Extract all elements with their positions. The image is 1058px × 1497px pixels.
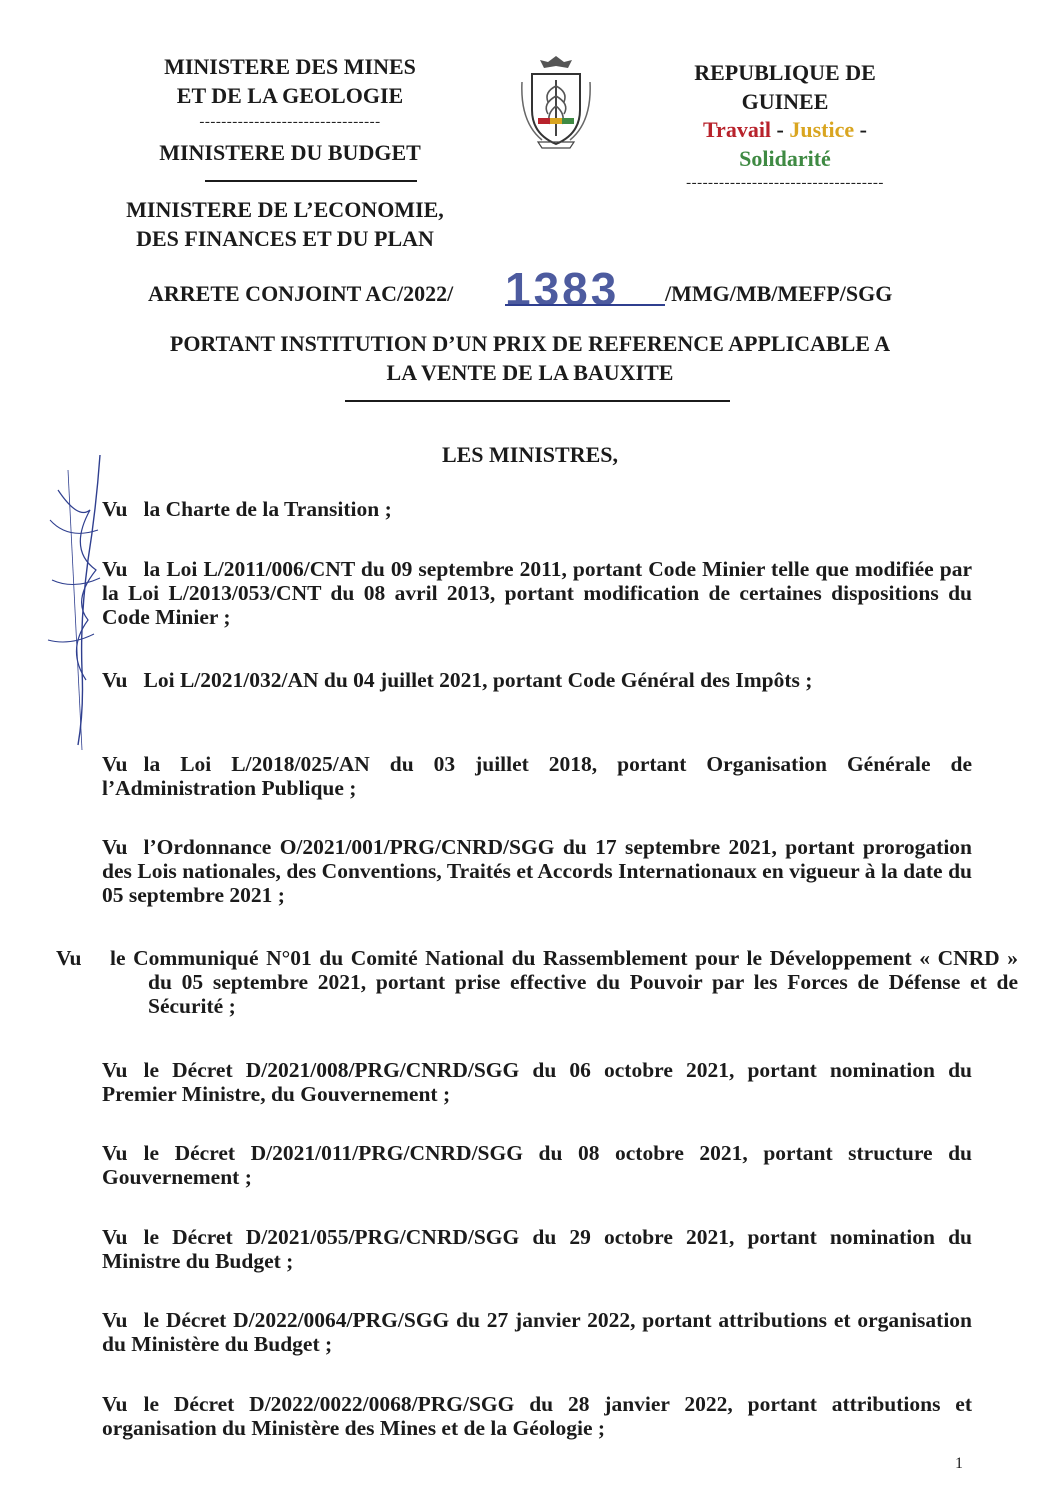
republic-name (635, 58, 935, 116)
ministry-budget: MINISTERE DU BUDGET (159, 140, 421, 165)
consideration-3 (102, 668, 972, 692)
vu-label: Vu (102, 1308, 128, 1332)
ministry-economy-line1: MINISTERE DE L’ECONOMIE, (126, 197, 444, 222)
consideration-text: l’Ordonnance O/2021/001/PRG/CNRD/SGG du 17 septembre 2021, portant prorogation des Lois nationales, des Conventions, Traités et Accords Internationaux en vigueur à la date du 05 septembre 2021 ; (102, 835, 972, 907)
ministry-mines-line2: ET DE LA GEOLOGIE (176, 83, 404, 108)
vu-label: Vu (102, 752, 128, 776)
vu-label: Vu (102, 1392, 128, 1416)
consideration-2 (102, 557, 972, 629)
consideration-8 (102, 1141, 972, 1189)
vu-label: Vu (102, 835, 128, 859)
header-rule (205, 180, 417, 182)
decree-ref-prefix: ARRETE CONJOINT AC/2022/ (148, 281, 454, 306)
consideration-text: Loi L/2021/032/AN du 04 juillet 2021, portant Code Général des Impôts ; (143, 668, 813, 692)
decree-reference (148, 281, 453, 307)
consideration-7 (102, 1058, 972, 1106)
ministry-economy (85, 195, 485, 253)
coat-of-arms-icon (512, 52, 600, 150)
decree-title (80, 329, 980, 387)
consideration-text: le Communiqué N°01 du Comité National du Rassemblement pour le Développement « CNRD » du 05 septembre 2021, portant prise effective du Pouvoir par les Forces de Défense et de Sécurité ; (110, 946, 1018, 1018)
consideration-text: le Décret D/2021/055/PRG/CNRD/SGG du 29 octobre 2021, portant nomination du Ministre du Budget ; (102, 1225, 972, 1273)
right-header-separator: ------------------------------------ (686, 175, 884, 191)
consideration-9 (102, 1225, 972, 1273)
ministry-mines (100, 52, 480, 110)
vu-label: Vu (102, 557, 128, 581)
consideration-text: la Loi L/2018/025/AN du 03 juillet 2018, portant Organisation Générale de l’Administration Publique ; (102, 752, 972, 800)
consideration-text: la Charte de la Transition ; (143, 497, 392, 521)
motto-separator: - (771, 117, 790, 142)
page-number: 1 (955, 1455, 963, 1472)
consideration-5 (102, 835, 972, 907)
decree-title-line1: PORTANT INSTITUTION D’UN PRIX DE REFERENCE APPLICABLE A (169, 331, 891, 356)
consideration-text: le Décret D/2022/0022/0068/PRG/SGG du 28 janvier 2022, portant attributions et organisation du Ministère des Mines et de la Géologie ; (102, 1392, 972, 1440)
consideration-4 (102, 752, 972, 800)
consideration-text: le Décret D/2021/008/PRG/CNRD/SGG du 06 octobre 2021, portant nomination du Premier Ministre, du Gouvernement ; (102, 1058, 972, 1106)
national-motto (635, 115, 935, 173)
title-rule (345, 400, 730, 402)
ministry-mines-line1: MINISTERE DES MINES (164, 54, 416, 79)
ministry-economy-line2: DES FINANCES ET DU PLAN (136, 226, 434, 251)
consideration-11 (102, 1392, 972, 1440)
motto-separator: - (854, 117, 867, 142)
republic-line2: GUINEE (741, 89, 829, 114)
consideration-text: la Loi L/2011/006/CNT du 09 septembre 2011, portant Code Minier telle que modifiée par la Loi L/2013/053/CNT du 08 avril 2013, portant modification de certaines dispositions du Code Minier ; (102, 557, 972, 629)
consideration-1 (102, 497, 972, 521)
motto-justice: Justice (789, 117, 855, 142)
consideration-text: le Décret D/2022/0064/PRG/SGG du 27 janvier 2022, portant attributions et organisation du Ministère du Budget ; (102, 1308, 972, 1356)
vu-label: Vu (102, 497, 128, 521)
consideration-6: Vu le Communiqué N°01 du Comité National du Rassemblement pour le Développement « CNRD » du 05 septembre 2021, portant prise effective du Pouvoir par les Forces de Défense et de Sécurité ; (56, 946, 1018, 1018)
vu-label: Vu (102, 1058, 128, 1082)
decree-number-stamp: 1383 (505, 263, 620, 315)
motto-travail: Travail (703, 117, 772, 142)
decree-title-line2: LA VENTE DE LA BAUXITE (386, 360, 674, 385)
authority-heading: LES MINISTRES, (441, 442, 619, 467)
republic-line1: REPUBLIQUE DE (694, 60, 876, 85)
header-separator: --------------------------------- (199, 114, 381, 130)
decree-ref-suffix: /MMG/MB/MEFP/SGG (665, 281, 893, 306)
vu-label: Vu (102, 1141, 128, 1165)
vu-label: Vu (102, 1225, 128, 1249)
consideration-10 (102, 1308, 972, 1356)
motto-solidarite: Solidarité (739, 146, 831, 171)
consideration-text: le Décret D/2021/011/PRG/CNRD/SGG du 08 octobre 2021, portant structure du Gouvernement ; (102, 1141, 972, 1189)
vu-label: Vu (102, 668, 128, 692)
